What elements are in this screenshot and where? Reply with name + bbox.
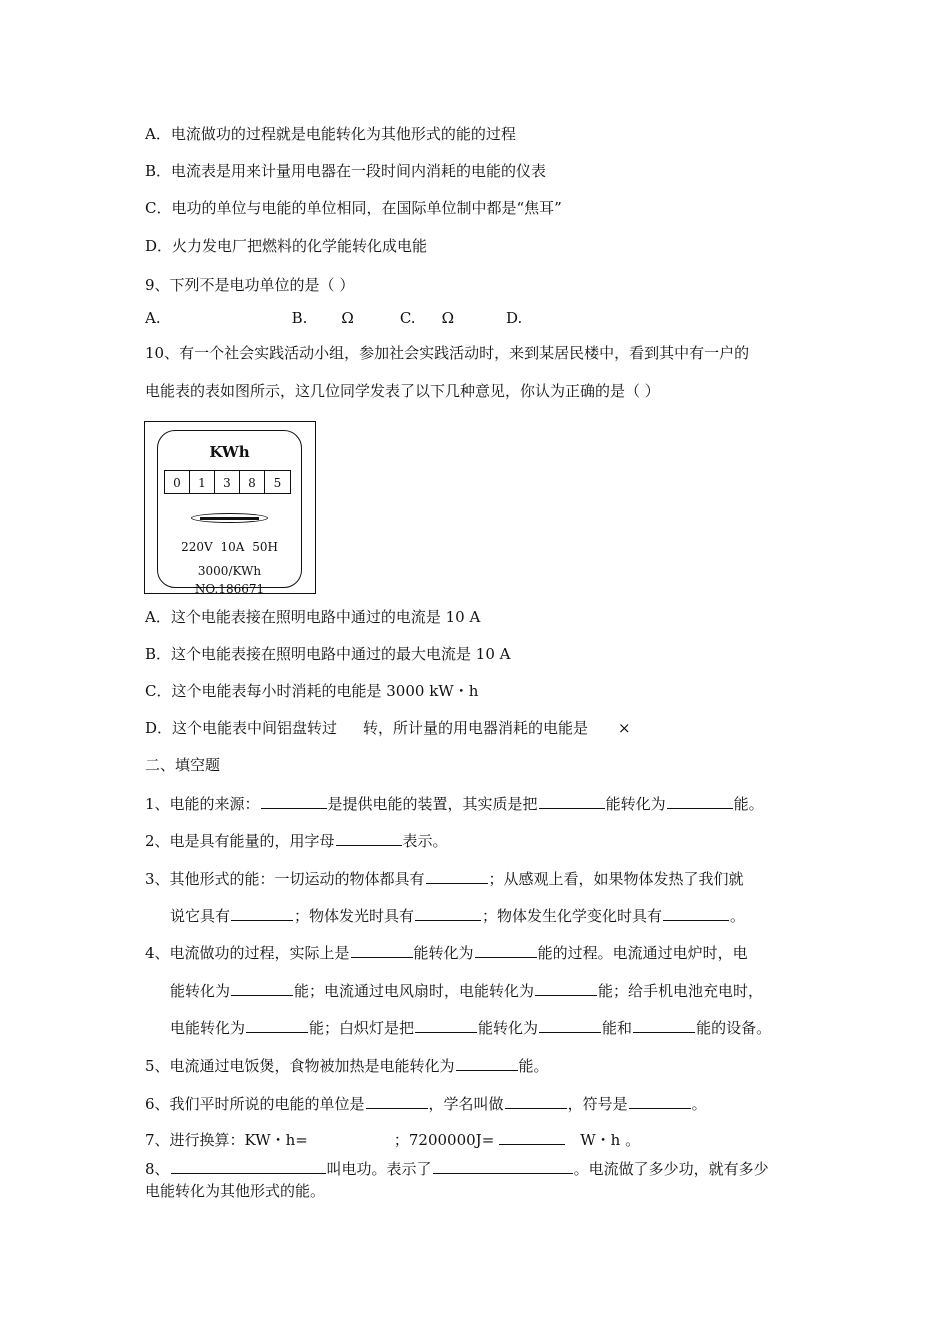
fill-q3-text: ；从感观上看，如果物体发热了我们就 xyxy=(488,870,744,888)
fill-q6-text: ，学名叫做 xyxy=(428,1095,504,1113)
answer-blank[interactable] xyxy=(171,1160,326,1174)
fill-q3-line1 xyxy=(145,868,744,889)
answer-blank[interactable] xyxy=(499,1129,565,1145)
q9-options xyxy=(145,308,522,328)
answer-blank[interactable] xyxy=(505,1093,567,1109)
fill-q8-text: 8、 xyxy=(145,1160,170,1178)
fill-q2-text: 2、电是具有能量的，用字母 xyxy=(145,832,335,850)
q10-option-d-part2: 转，所计量的用电器消耗的电能是 xyxy=(363,719,589,737)
fill-q4-line3 xyxy=(170,1017,771,1038)
fill-q4-text: 电能转化为 xyxy=(170,1019,246,1037)
fill-q2 xyxy=(145,830,448,851)
answer-blank[interactable] xyxy=(246,1017,308,1033)
q9-option-d: D. xyxy=(506,309,523,327)
fill-q3-text: 。 xyxy=(730,907,746,925)
fill-q1-text: 能转化为 xyxy=(605,795,666,813)
fill-q4-text: 能；白炽灯是把 xyxy=(309,1019,415,1037)
meter-serial: NO.186671 xyxy=(194,582,265,596)
fill-q3-text: ；物体发光时具有 xyxy=(294,907,415,925)
fill-q5 xyxy=(145,1055,549,1076)
fill-q3-text: 说它具有 xyxy=(170,907,231,925)
answer-blank[interactable] xyxy=(231,980,293,996)
meter-constant: 3000/KWh xyxy=(197,564,262,578)
fill-q8-text: 。电流做了多少功，就有多少 xyxy=(573,1160,769,1178)
fill-q1-text: 是提供电能的装置，其实质是把 xyxy=(327,795,538,813)
answer-blank[interactable] xyxy=(261,793,327,809)
meter-digit: 8 xyxy=(240,471,265,493)
answer-blank[interactable] xyxy=(535,980,597,996)
answer-blank[interactable] xyxy=(415,905,481,921)
q10-option-c: C．这个电能表每小时消耗的电能是 3000 kW・h xyxy=(145,682,479,700)
fill-q4-text: 能的设备。 xyxy=(696,1019,772,1037)
fill-q5-text: 能。 xyxy=(518,1057,549,1075)
electric-meter-figure xyxy=(144,421,316,594)
answer-blank[interactable] xyxy=(426,868,488,884)
fill-q5-text: 5、电流通过电饭煲，食物被加热是电能转化为 xyxy=(145,1057,455,1075)
meter-digit-window xyxy=(164,470,291,494)
q8-option-d: D．火力发电厂把燃料的化学能转化成电能 xyxy=(145,237,428,255)
q10-option-d xyxy=(145,718,631,738)
q10-stem-line1: 10、有一个社会实践活动小组，参加社会实践活动时，来到某居民楼中，看到其中有一户的 xyxy=(145,344,750,362)
fill-q8-line1 xyxy=(145,1159,769,1179)
fill-q6-text: ，符号是 xyxy=(567,1095,628,1113)
q9-option-c: C. xyxy=(399,309,416,327)
fill-q4-text: 4、电流做功的过程，实际上是 xyxy=(145,944,350,962)
fill-q4-text: 能的过程。电流通过电炉时，电 xyxy=(537,944,748,962)
answer-blank[interactable] xyxy=(539,1017,601,1033)
fill-q3-text: ；物体发生化学变化时具有 xyxy=(482,907,663,925)
meter-digit: 5 xyxy=(273,476,282,490)
fill-q4-line1 xyxy=(145,942,748,963)
q8-option-c: C．电功的单位与电能的单位相同，在国际单位制中都是“焦耳” xyxy=(145,199,562,217)
fill-q8-line2: 电能转化为其他形式的能。 xyxy=(145,1182,326,1200)
fill-q3-line2 xyxy=(170,905,745,926)
fill-q6-text: 。 xyxy=(691,1095,707,1113)
fill-q7-text: ；7200000J= xyxy=(393,1131,495,1149)
meter-digit: 1 xyxy=(190,471,215,493)
q10-option-b: B．这个电能表接在照明电路中通过的最大电流是 10 A xyxy=(145,645,511,663)
meter-unit-label: KWh xyxy=(209,443,250,461)
meter-body xyxy=(157,430,302,596)
answer-blank[interactable] xyxy=(415,1017,477,1033)
fill-q7-text: W・h 。 xyxy=(580,1131,641,1149)
fill-q6-text: 6、我们平时所说的电能的单位是 xyxy=(145,1095,365,1113)
fill-q4-line2 xyxy=(170,980,763,1001)
answer-blank[interactable] xyxy=(366,1093,428,1109)
q8-option-b: B．电流表是用来计量用电器在一段时间内消耗的电能的仪表 xyxy=(145,162,547,180)
meter-rotating-disc xyxy=(191,513,268,523)
fill-q8-text: 叫电功。表示了 xyxy=(326,1160,432,1178)
meter-spec: 220V 10A 50H xyxy=(181,540,278,554)
meter-digit: 0 xyxy=(165,471,190,493)
q10-option-d-times: × xyxy=(618,719,631,737)
answer-blank[interactable] xyxy=(456,1055,518,1071)
fill-q6 xyxy=(145,1093,707,1114)
q9-option-b-symbol: Ω xyxy=(341,309,354,327)
q9-stem: 9、下列不是电功单位的是（ ） xyxy=(145,276,355,294)
fill-q1-text: 能。 xyxy=(733,795,764,813)
q9-option-b: B. xyxy=(291,309,308,327)
section-title: 二、填空题 xyxy=(145,756,221,774)
fill-q4-text: 能转化为 xyxy=(478,1019,539,1037)
q10-option-d-part1: D．这个电能表中间铝盘转过 xyxy=(145,719,338,737)
fill-q4-text: 能和 xyxy=(602,1019,633,1037)
fill-q1 xyxy=(145,793,764,814)
q10-stem-line2: 电能表的表如图所示，这几位同学发表了以下几种意见，你认为正确的是（ ） xyxy=(145,382,660,400)
fill-q4-text: 能转化为 xyxy=(170,982,231,1000)
fill-q4-text: 能；给手机电池充电时， xyxy=(598,982,764,1000)
answer-blank[interactable] xyxy=(336,830,402,846)
answer-blank[interactable] xyxy=(433,1160,573,1174)
q9-option-a: A. xyxy=(145,309,161,327)
fill-q7 xyxy=(145,1129,640,1150)
fill-q4-text: 能转化为 xyxy=(413,944,474,962)
answer-blank[interactable] xyxy=(667,793,733,809)
meter-disc-bar xyxy=(200,517,259,520)
q8-option-a: A．电流做功的过程就是电能转化为其他形式的能的过程 xyxy=(145,125,516,143)
fill-q4-text: 能；电流通过电风扇时，电能转化为 xyxy=(294,982,535,1000)
fill-q1-text: 1、电能的来源： xyxy=(145,795,260,813)
answer-blank[interactable] xyxy=(633,1017,695,1033)
fill-q2-text: 表示。 xyxy=(402,832,448,850)
q10-option-a: A．这个电能表接在照明电路中通过的电流是 10 A xyxy=(145,608,481,626)
answer-blank[interactable] xyxy=(629,1093,691,1109)
fill-q3-text: 3、其他形式的能：一切运动的物体都具有 xyxy=(145,870,425,888)
fill-q7-text: 7、进行换算：KW・h= xyxy=(145,1131,308,1149)
answer-blank[interactable] xyxy=(231,905,293,921)
meter-digit: 3 xyxy=(215,471,240,493)
answer-blank[interactable] xyxy=(475,942,537,958)
answer-blank[interactable] xyxy=(663,905,729,921)
answer-blank[interactable] xyxy=(351,942,413,958)
answer-blank[interactable] xyxy=(539,793,605,809)
q9-option-c-symbol: Ω xyxy=(441,309,454,327)
